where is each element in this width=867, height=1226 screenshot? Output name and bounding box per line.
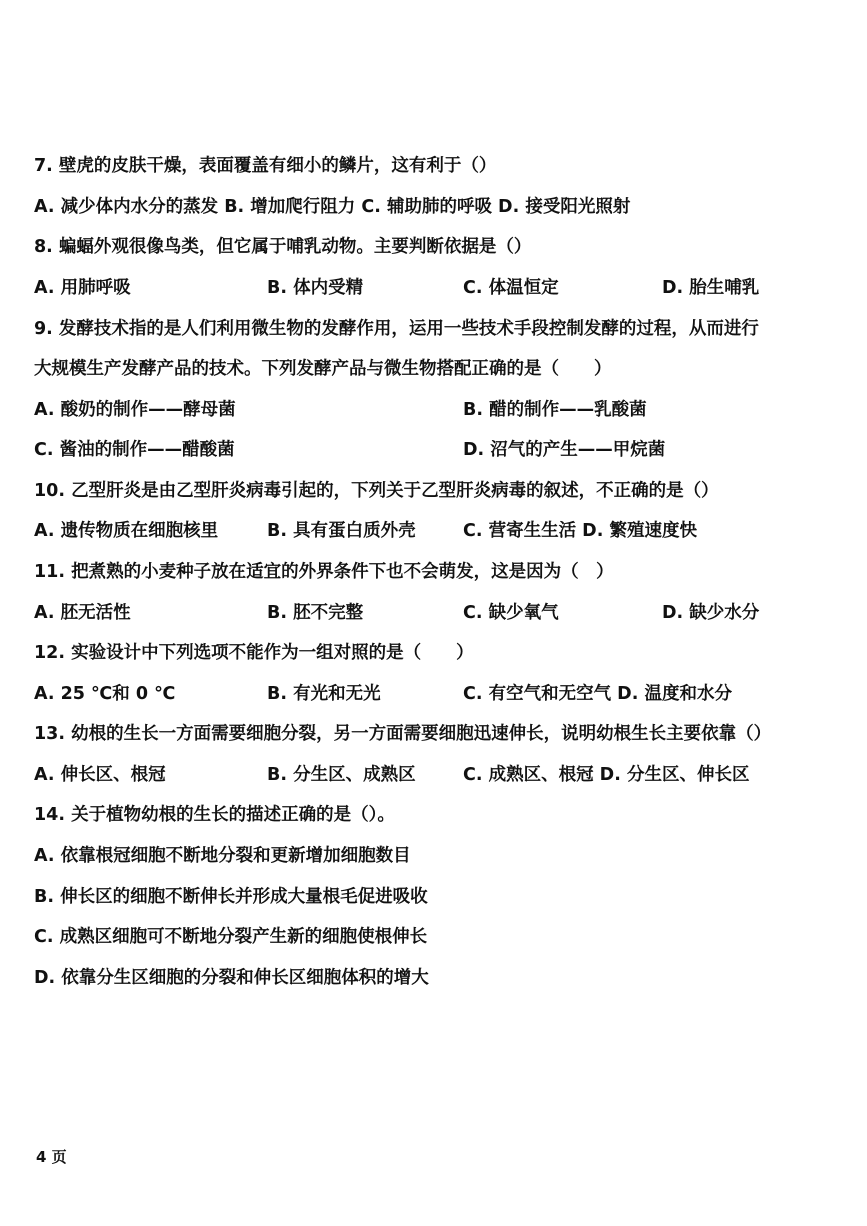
- q13-option-cd: C. 成熟区、根冠 D. 分生区、伸长区: [463, 765, 750, 785]
- q13-stem: 13. 幼根的生长一方面需要细胞分裂，另一方面需要细胞迅速伸长，说明幼根生长主要依靠（）: [34, 724, 772, 744]
- q11-options: [34, 600, 834, 626]
- q14-option-c: C. 成熟区细胞可不断地分裂产生新的细胞使根伸长: [34, 927, 428, 947]
- q10-option-cd: C. 营寄生生活 D. 繁殖速度快: [463, 521, 697, 541]
- q7-options: A. 减少体内水分的蒸发 B. 增加爬行阻力 C. 辅助肺的呼吸 D. 接受阳光照射: [34, 197, 631, 217]
- q9-option-c: C. 酱油的制作——醋酸菌: [34, 440, 235, 460]
- q13-options: [34, 762, 834, 788]
- page-number: 4 页: [36, 1148, 67, 1166]
- q11-option-c: C. 缺少氧气: [463, 603, 559, 623]
- q13-option-a: A. 伸长区、根冠: [34, 765, 166, 785]
- q14-option-a: A. 依靠根冠细胞不断地分裂和更新增加细胞数目: [34, 846, 411, 866]
- q14-option-d: D. 依靠分生区细胞的分裂和伸长区细胞体积的增大: [34, 968, 429, 988]
- q14-stem: 14. 关于植物幼根的生长的描述正确的是（）。: [34, 805, 395, 825]
- q8-option-a: A. 用肺呼吸: [34, 278, 131, 298]
- q12-stem: 12. 实验设计中下列选项不能作为一组对照的是（ ）: [34, 643, 474, 663]
- q12-option-cd: C. 有空气和无空气 D. 温度和水分: [463, 684, 732, 704]
- q11-option-a: A. 胚无活性: [34, 603, 131, 623]
- q10-options: [34, 518, 834, 544]
- q9-option-a: A. 酸奶的制作——酵母菌: [34, 400, 236, 420]
- q9-options-row2: [34, 437, 834, 463]
- q12-options: [34, 681, 834, 707]
- q10-stem: 10. 乙型肝炎是由乙型肝炎病毒引起的，下列关于乙型肝炎病毒的叙述，不正确的是（）: [34, 481, 719, 501]
- q9-option-b: B. 醋的制作——乳酸菌: [463, 400, 647, 420]
- q10-option-b: B. 具有蛋白质外壳: [267, 521, 416, 541]
- q8-option-d: D. 胎生哺乳: [662, 278, 760, 298]
- q11-option-b: B. 胚不完整: [267, 603, 364, 623]
- q9-options-row1: [34, 397, 834, 423]
- q8-option-c: C. 体温恒定: [463, 278, 559, 298]
- q8-options: [34, 275, 834, 301]
- q12-option-a: A. 25 ℃和 0 ℃: [34, 684, 176, 704]
- q9-stem-line2: 大规模生产发酵产品的技术。下列发酵产品与微生物搭配正确的是（ ）: [34, 359, 612, 379]
- q8-stem: 8. 蝙蝠外观很像鸟类，但它属于哺乳动物。主要判断依据是（）: [34, 237, 532, 257]
- q8-option-b: B. 体内受精: [267, 278, 364, 298]
- q13-option-b: B. 分生区、成熟区: [267, 765, 416, 785]
- q9-option-d: D. 沼气的产生——甲烷菌: [463, 440, 666, 460]
- q11-stem: 11. 把煮熟的小麦种子放在适宜的外界条件下也不会萌发，这是因为（ ）: [34, 562, 614, 582]
- q9-stem-line1: 9. 发酵技术指的是人们利用微生物的发酵作用，运用一些技术手段控制发酵的过程，从而进行: [34, 319, 759, 339]
- q14-option-b: B. 伸长区的细胞不断伸长并形成大量根毛促进吸收: [34, 887, 428, 907]
- q7-stem: 7. 壁虎的皮肤干燥，表面覆盖有细小的鳞片，这有利于（）: [34, 156, 497, 176]
- q12-option-b: B. 有光和无光: [267, 684, 381, 704]
- q10-option-a: A. 遗传物质在细胞核里: [34, 521, 219, 541]
- q11-option-d: D. 缺少水分: [662, 603, 760, 623]
